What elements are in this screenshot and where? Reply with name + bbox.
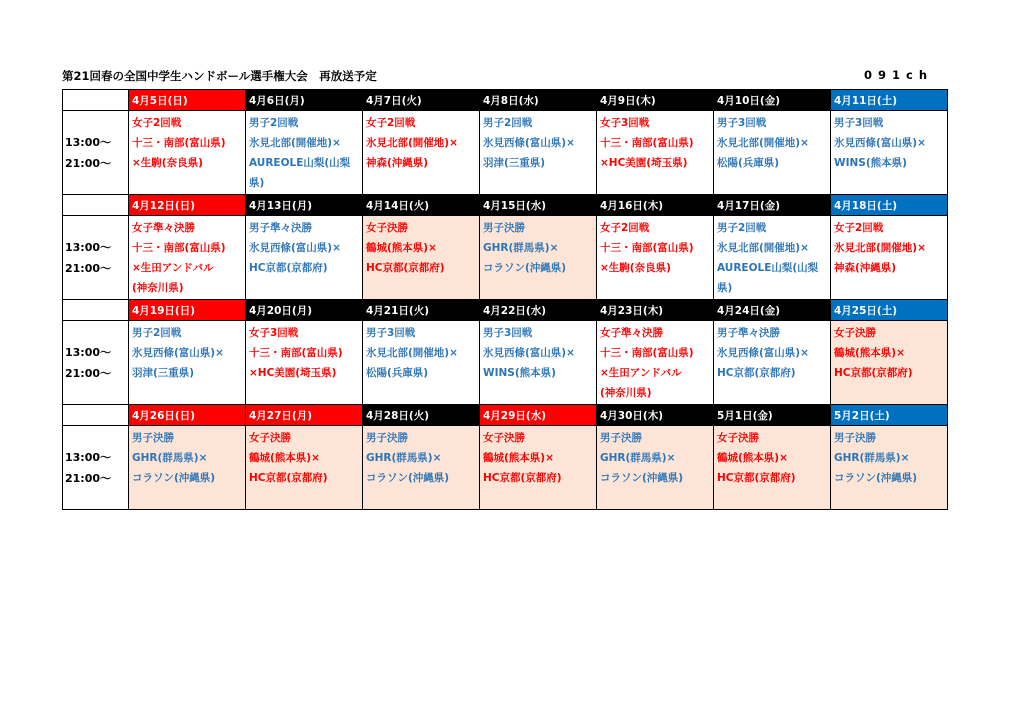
game-cell [480,321,597,405]
airtime-label: 21:00～ [65,471,112,485]
matchup-text: GHR(群馬県)× [483,242,559,254]
round-label: 女子決勝 [249,432,291,444]
date-header: 4月23日(木) [597,300,714,321]
round-label: 男子3回戦 [483,327,533,339]
date-header: 4月28日(火) [363,405,480,426]
game-cell [363,426,480,510]
date-header: 4月19日(日) [129,300,246,321]
airtime-cell [63,111,129,195]
matchup-text: コラソン(沖縄県) [483,262,567,274]
round-label: 男子決勝 [600,432,642,444]
matchup-text: 氷見西條(富山県)× [483,137,575,149]
game-cell [831,321,948,405]
game-row [63,111,948,195]
date-header: 5月2日(土) [831,405,948,426]
date-header-row [63,195,948,216]
date-header: 4月10日(金) [714,90,831,111]
matchup-text: 十三・南部(富山県) [249,347,343,359]
matchup-text: 氷見北部(開催地)× [717,242,809,254]
date-header: 4月21日(火) [363,300,480,321]
date-header: 4月14日(火) [363,195,480,216]
date-header: 4月6日(月) [246,90,363,111]
date-header: 4月11日(土) [831,90,948,111]
matchup-text: GHR(群馬県)× [366,452,442,464]
matchup-text: GHR(群馬県)× [834,452,910,464]
matchup-text: 氷見北部(開催地)× [249,137,341,149]
game-cell [597,321,714,405]
matchup-text: 氷見西條(富山県)× [132,347,224,359]
matchup-text: 鶴城(熊本県)× [483,452,554,464]
airtime-cell [63,216,129,300]
matchup-text: HC京都(京都府) [717,472,796,484]
round-label: 女子3回戦 [249,327,299,339]
airtime-label: 13:00～ [65,345,112,359]
matchup-text: 鶴城(熊本県)× [717,452,788,464]
round-label: 男子決勝 [366,432,408,444]
matchup-text: HC京都(京都府) [249,472,328,484]
corner-cell [63,405,129,426]
round-label: 女子決勝 [366,222,408,234]
date-header: 4月18日(土) [831,195,948,216]
matchup-text: AUREOLE山梨(山梨 [717,262,819,274]
game-cell [129,216,246,300]
matchup-text: ×HC美園(埼玉県) [600,157,688,169]
game-cell [597,111,714,195]
matchup-text: (神奈川県) [132,282,184,294]
game-cell [714,216,831,300]
date-header: 4月13日(月) [246,195,363,216]
channel-number: 091ch [864,68,934,82]
round-label: 男子準々決勝 [717,327,780,339]
airtime-label: 13:00～ [65,240,112,254]
matchup-text: 氷見北部(開催地)× [834,242,926,254]
matchup-text: 氷見西條(富山県)× [483,347,575,359]
date-header: 4月9日(木) [597,90,714,111]
matchup-text: 松陽(兵庫県) [366,367,429,379]
game-cell [597,426,714,510]
date-header-row [63,405,948,426]
date-header: 5月1日(金) [714,405,831,426]
game-cell [714,426,831,510]
game-cell [480,111,597,195]
round-label: 男子準々決勝 [249,222,312,234]
round-label: 男子決勝 [132,432,174,444]
game-row [63,426,948,510]
date-header: 4月26日(日) [129,405,246,426]
airtime-cell [63,321,129,405]
date-header: 4月24日(金) [714,300,831,321]
round-label: 女子2回戦 [600,222,650,234]
date-header: 4月15日(水) [480,195,597,216]
matchup-text: 氷見北部(開催地)× [366,347,458,359]
matchup-text: 県) [249,177,265,189]
game-row [63,321,948,405]
matchup-text: 氷見北部(開催地)× [717,137,809,149]
date-header-row [63,300,948,321]
round-label: 女子2回戦 [132,117,182,129]
round-label: 女子準々決勝 [600,327,663,339]
matchup-text: AUREOLE山梨(山梨 [249,157,351,169]
matchup-text: 十三・南部(富山県) [132,242,226,254]
date-header: 4月29日(水) [480,405,597,426]
date-header: 4月12日(日) [129,195,246,216]
round-label: 男子3回戦 [717,117,767,129]
airtime-cell [63,426,129,510]
date-header: 4月27日(月) [246,405,363,426]
airtime-label: 21:00～ [65,261,112,275]
matchup-text: 氷見北部(開催地)× [366,137,458,149]
date-header: 4月17日(金) [714,195,831,216]
airtime-label: 21:00～ [65,156,112,170]
matchup-text: WINS(熊本県) [483,367,556,379]
matchup-text: HC京都(京都府) [717,367,796,379]
game-cell [246,321,363,405]
round-label: 男子決勝 [834,432,876,444]
game-cell [831,111,948,195]
corner-cell [63,90,129,111]
round-label: 女子3回戦 [600,117,650,129]
game-row [63,216,948,300]
schedule-table [62,89,948,510]
matchup-text: 鶴城(熊本県)× [249,452,320,464]
round-label: 女子決勝 [834,327,876,339]
matchup-text: 松陽(兵庫県) [717,157,780,169]
game-cell [129,426,246,510]
game-cell [480,216,597,300]
matchup-text: 神森(沖縄県) [366,157,429,169]
matchup-text: ×HC美園(埼玉県) [249,367,337,379]
matchup-text: 十三・南部(富山県) [132,137,226,149]
date-header: 4月16日(木) [597,195,714,216]
matchup-text: GHR(群馬県)× [600,452,676,464]
game-cell [363,216,480,300]
matchup-text: 氷見西條(富山県)× [717,347,809,359]
game-cell [714,321,831,405]
date-header: 4月25日(土) [831,300,948,321]
game-cell [714,111,831,195]
round-label: 女子決勝 [483,432,525,444]
round-label: 男子3回戦 [366,327,416,339]
matchup-text: 羽津(三重県) [483,157,546,169]
matchup-text: 鶴城(熊本県)× [366,242,437,254]
corner-cell [63,300,129,321]
date-header: 4月5日(日) [129,90,246,111]
round-label: 男子2回戦 [249,117,299,129]
matchup-text: HC京都(京都府) [834,367,913,379]
round-label: 女子決勝 [717,432,759,444]
game-cell [597,216,714,300]
round-label: 女子準々決勝 [132,222,195,234]
matchup-text: コラソン(沖縄県) [366,472,450,484]
matchup-text: GHR(群馬県)× [132,452,208,464]
airtime-label: 13:00～ [65,450,112,464]
matchup-text: 鶴城(熊本県)× [834,347,905,359]
game-cell [246,111,363,195]
matchup-text: HC京都(京都府) [366,262,445,274]
matchup-text: 氷見西條(富山県)× [249,242,341,254]
round-label: 女子2回戦 [366,117,416,129]
matchup-text: ×生駒(奈良県) [132,157,203,169]
matchup-text: 十三・南部(富山県) [600,347,694,359]
matchup-text: 十三・南部(富山県) [600,137,694,149]
matchup-text: ×生駒(奈良県) [600,262,671,274]
corner-cell [63,195,129,216]
game-cell [246,426,363,510]
date-header: 4月7日(火) [363,90,480,111]
matchup-text: ×生田アンドバル [600,367,682,379]
matchup-text: 神森(沖縄県) [834,262,897,274]
matchup-text: (神奈川県) [600,387,652,399]
game-cell [831,216,948,300]
matchup-text: 県) [717,282,733,294]
matchup-text: コラソン(沖縄県) [600,472,684,484]
game-cell [129,111,246,195]
game-cell [363,321,480,405]
matchup-text: HC京都(京都府) [249,262,328,274]
matchup-text: 氷見西條(富山県)× [834,137,926,149]
round-label: 男子3回戦 [834,117,884,129]
matchup-text: WINS(熊本県) [834,157,907,169]
matchup-text: 羽津(三重県) [132,367,195,379]
date-header: 4月8日(水) [480,90,597,111]
airtime-label: 21:00～ [65,366,112,380]
matchup-text: コラソン(沖縄県) [834,472,918,484]
date-header: 4月20日(月) [246,300,363,321]
game-cell [831,426,948,510]
date-header-row [63,90,948,111]
round-label: 男子決勝 [483,222,525,234]
airtime-label: 13:00～ [65,135,112,149]
game-cell [129,321,246,405]
matchup-text: ×生田アンドバル [132,262,214,274]
round-label: 男子2回戦 [717,222,767,234]
round-label: 男子2回戦 [483,117,533,129]
game-cell [480,426,597,510]
round-label: 男子2回戦 [132,327,182,339]
game-cell [246,216,363,300]
page-title: 第21回春の全国中学生ハンドボール選手権大会 再放送予定 [62,69,377,83]
matchup-text: コラソン(沖縄県) [132,472,216,484]
round-label: 女子2回戦 [834,222,884,234]
matchup-text: HC京都(京都府) [483,472,562,484]
date-header: 4月30日(木) [597,405,714,426]
date-header: 4月22日(水) [480,300,597,321]
matchup-text: 十三・南部(富山県) [600,242,694,254]
game-cell [363,111,480,195]
